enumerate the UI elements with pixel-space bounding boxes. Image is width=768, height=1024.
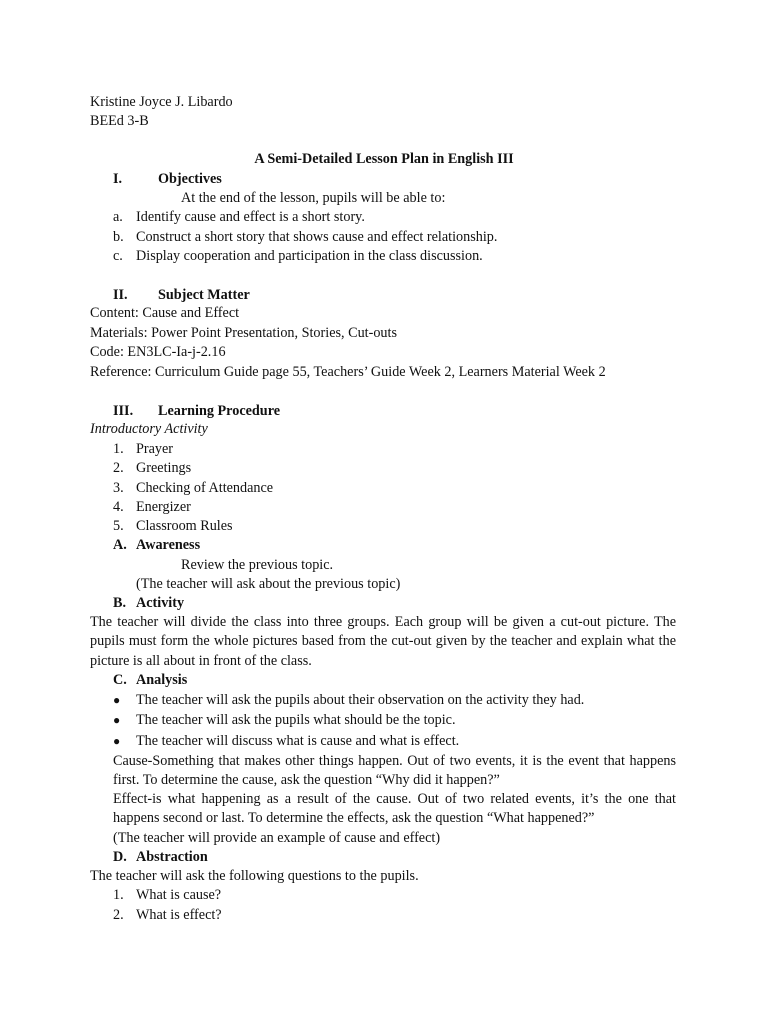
- bullet-text: The teacher will ask the pupils about their observation on the activity they had.: [136, 692, 585, 708]
- subsection-title: Activity: [136, 595, 185, 611]
- section-number: III.: [113, 403, 134, 419]
- cause-definition: Cause-Something that makes other things happen. Out of two events, it is the event that happens first. To determine the cause, ask the question “Why did it happen?”: [113, 753, 676, 789]
- subsection-title: Abstraction: [136, 849, 208, 865]
- list-marker: c.: [113, 248, 123, 264]
- list-text: Classroom Rules: [136, 518, 233, 534]
- abstraction-intro: The teacher will ask the following questions to the pupils.: [90, 868, 419, 884]
- bullet-icon: ●: [113, 693, 121, 707]
- section-title: Objectives: [158, 171, 222, 187]
- list-marker: 3.: [113, 480, 124, 496]
- section-title: Subject Matter: [158, 287, 250, 303]
- list-marker: 4.: [113, 499, 124, 515]
- introductory-activity-heading: Introductory Activity: [90, 421, 208, 437]
- awareness-line: Review the previous topic.: [181, 557, 334, 573]
- list-marker: a.: [113, 209, 123, 225]
- document-title: A Semi-Detailed Lesson Plan in English III: [254, 151, 514, 167]
- bullet-text: The teacher will ask the pupils what should be the topic.: [136, 712, 456, 728]
- subject-reference: Reference: Curriculum Guide page 55, Teachers’ Guide Week 2, Learners Material Week 2: [90, 364, 606, 380]
- effect-definition: Effect-is what happening as a result of the cause. Out of two related events, it’s the one that happens second or last. To determine the effects, ask the question “What happened?”: [113, 791, 676, 827]
- list-text: Prayer: [136, 441, 174, 457]
- list-text: What is effect?: [136, 907, 222, 923]
- list-marker: D.: [113, 849, 127, 865]
- list-marker: A.: [113, 537, 127, 553]
- list-text: Greetings: [136, 460, 192, 476]
- list-marker: 5.: [113, 518, 124, 534]
- author-name: Kristine Joyce J. Libardo: [90, 94, 233, 110]
- list-marker: b.: [113, 229, 124, 245]
- subject-content: Content: Cause and Effect: [90, 305, 240, 321]
- section-number: I.: [113, 171, 123, 187]
- list-marker: B.: [113, 595, 127, 611]
- subject-code: Code: EN3LC-Ia-j-2.16: [90, 344, 226, 360]
- list-marker: 2.: [113, 907, 124, 923]
- analysis-example-note: (The teacher will provide an example of cause and effect): [113, 830, 441, 846]
- awareness-note: (The teacher will ask about the previous topic): [136, 576, 401, 592]
- list-marker: 1.: [113, 887, 124, 903]
- list-marker: 1.: [113, 441, 124, 457]
- list-text: Checking of Attendance: [136, 480, 274, 496]
- activity-paragraph: The teacher will divide the class into three groups. Each group will be given a cut-out picture. The pupils must form the whole pictures based from the cut-out given by the teacher and explain what the picture is all about in front of the class.: [90, 614, 676, 669]
- list-text: Identify cause and effect is a short story.: [136, 209, 365, 225]
- subject-materials: Materials: Power Point Presentation, Stories, Cut-outs: [90, 325, 397, 341]
- subsection-title: Awareness: [136, 537, 201, 553]
- bullet-icon: ●: [113, 734, 121, 748]
- list-text: Energizer: [136, 499, 191, 515]
- list-text: Display cooperation and participation in the class discussion.: [136, 248, 483, 264]
- section-title: Learning Procedure: [158, 403, 281, 419]
- bullet-text: The teacher will discuss what is cause and what is effect.: [136, 733, 460, 749]
- bullet-icon: ●: [113, 713, 121, 727]
- list-text: What is cause?: [136, 887, 222, 903]
- list-marker: C.: [113, 672, 127, 688]
- list-text: Construct a short story that shows cause and effect relationship.: [136, 229, 498, 245]
- list-marker: 2.: [113, 460, 124, 476]
- section-number: II.: [113, 287, 128, 303]
- class-section: BEEd 3-B: [90, 113, 149, 129]
- objectives-intro: At the end of the lesson, pupils will be able to:: [181, 190, 446, 206]
- subsection-title: Analysis: [136, 672, 188, 688]
